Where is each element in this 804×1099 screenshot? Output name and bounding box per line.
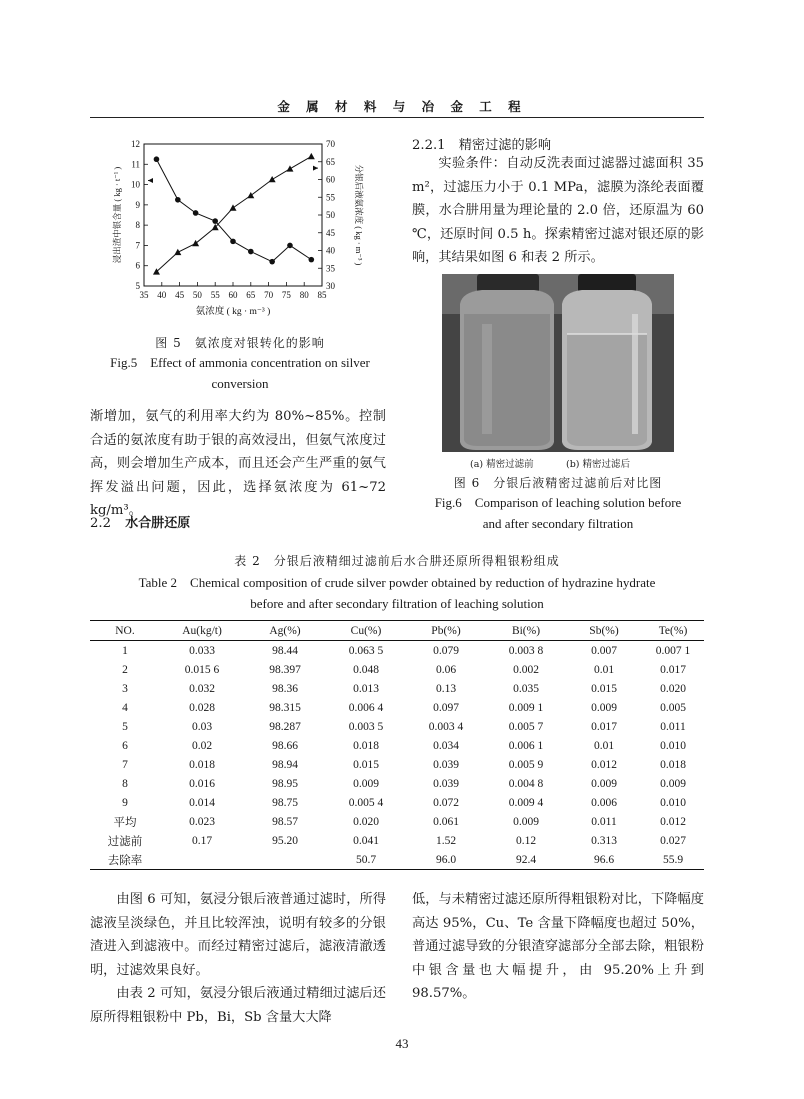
data-point-triangle <box>286 165 293 171</box>
table-cell: 0.002 <box>513 663 539 676</box>
page-number: 43 <box>395 1036 409 1051</box>
section-2-2-1-paragraph: 实验条件：自动反洗表面过滤器过滤面积 35 m²，过滤压力小于 0.1 MPa，滤膜为涤纶表面覆膜，水合肼用量为理论量的 2.0 倍，还原温为 60 ℃，还原时间 0.5 h。探索精密过滤对银还原的影响，其结果如图 6 和表 2 所示。 <box>412 156 704 266</box>
table-cell: 0.009 <box>513 815 539 828</box>
y-left-tick-label: 6 <box>135 260 140 271</box>
table2-header-cell: Bi(%) <box>511 624 541 637</box>
table2-caption-en-line1: Table 2 Chemical composition of crude silver powder obtained by reduction of hydrazine hydrate <box>138 575 656 590</box>
table-cell: 0.03 <box>191 720 213 733</box>
section-2-2-1-heading: 2.2.1 精密过滤的影响 <box>412 138 552 153</box>
table-cell: 0.007 1 <box>655 644 691 657</box>
bottom-left-paragraph-1: 由图 6 可知，氨浸分银后液普通过滤时，所得滤液呈淡绿色，并且比较浑浊，说明有较多的分银渣进入到滤液中。而经过精密过滤后，滤液清澈透明，过滤效果良好。 <box>90 892 386 978</box>
table-cell: 0.010 <box>660 796 686 809</box>
table-cell: 0.072 <box>433 796 459 809</box>
table-cell: 0.01 <box>593 739 615 752</box>
table-cell: 0.032 <box>189 682 215 695</box>
table-cell: 0.097 <box>433 701 459 714</box>
table-cell: 0.015 <box>591 682 617 695</box>
y-left-tick-label: 10 <box>131 179 140 190</box>
table-cell: 98.57 <box>272 815 298 828</box>
table-cell <box>244 850 326 870</box>
table-cell: 1.52 <box>435 834 457 847</box>
y-left-axis-label: 浸出渣中银含量 ( kg · t⁻¹ ) <box>112 166 122 264</box>
table-row <box>90 812 704 831</box>
figure5-caption-en <box>92 352 388 394</box>
figure5-chart <box>108 132 370 328</box>
section-2-2-title: 水合肼还原 <box>125 516 191 531</box>
table-cell: 98.95 <box>272 777 298 790</box>
table2-header-cell: Ag(%) <box>269 624 301 637</box>
data-point-circle <box>248 249 254 255</box>
table-cell: 0.061 <box>433 815 459 828</box>
table-cell: 0.011 <box>591 815 617 828</box>
figure5-caption-cn: 图 5 氨浓度对银转化的影响 <box>155 336 325 350</box>
y-left-tick-label: 11 <box>131 159 140 170</box>
table-cell: 0.014 <box>189 796 215 809</box>
x-axis-label: 氨浓度 ( kg · m⁻³ ) <box>195 307 271 317</box>
table2-header-cell: Te(%) <box>658 624 688 637</box>
table-cell: 1 <box>122 644 128 657</box>
table-cell <box>160 850 244 870</box>
data-point-circle <box>309 257 315 263</box>
table-cell: 0.079 <box>433 644 459 657</box>
x-tick-label: 70 <box>264 290 274 300</box>
table-cell: 0.018 <box>660 758 686 771</box>
table-cell: 0.005 4 <box>348 796 384 809</box>
table-cell: 0.012 <box>591 758 617 771</box>
table-cell: 0.12 <box>515 834 537 847</box>
data-point-circle <box>269 259 275 265</box>
y-right-tick-label: 40 <box>326 245 335 256</box>
table-cell: 4 <box>122 701 128 714</box>
figure5-caption-en-line2: conversion <box>211 376 269 391</box>
table2-caption-cn: 表 2 分银后液精细过滤前后水合肼还原所得粗银粉组成 <box>234 554 560 568</box>
y-right-tick-label: 50 <box>326 210 335 220</box>
table-cell: 0.004 8 <box>508 777 544 790</box>
x-tick-label: 55 <box>210 290 220 300</box>
table-cell: 0.033 <box>189 644 215 657</box>
table-cell: 0.063 5 <box>348 644 384 657</box>
table-cell: 0.039 <box>433 777 459 790</box>
table-cell: 0.011 <box>660 720 686 733</box>
bottom-left-column <box>90 888 386 1030</box>
table-row <box>90 641 704 661</box>
table-cell: 98.315 <box>269 701 301 714</box>
x-tick-label: 35 <box>139 290 149 300</box>
figure6-subcaption-a: (a) 精密过滤前 <box>470 459 534 470</box>
table2-header-cell: Cu(%) <box>350 624 382 637</box>
y-left-tick-label: 9 <box>135 199 140 210</box>
table-cell: 0.017 <box>591 720 617 733</box>
section-2-2-heading <box>90 512 190 531</box>
table-cell: 5 <box>122 720 128 733</box>
table-row <box>90 660 704 679</box>
table-row <box>90 793 704 812</box>
table-cell: 0.009 <box>591 777 617 790</box>
table-cell: 0.009 <box>591 701 617 714</box>
left-paragraph-text: 渐增加，氨气的利用率大约为 80%~85%。控制合适的氨浓度有助于银的高效浸出，但氨气浓度过高，则会增加生产成本，而且还会产生严重的氨气挥发溢出问题，因此，选择氨浓度为 61~72 kg/m³。 <box>90 409 386 519</box>
section-2-2-1-body <box>412 152 704 270</box>
table-cell: 96.0 <box>435 853 457 866</box>
table-cell: 0.023 <box>189 815 215 828</box>
table-row <box>90 717 704 736</box>
data-point-circle <box>175 197 181 203</box>
table-row <box>90 755 704 774</box>
x-tick-label: 85 <box>317 290 327 300</box>
y-left-tick-label: 12 <box>131 139 140 149</box>
table-cell: 0.048 <box>353 663 379 676</box>
y-right-tick-label: 55 <box>326 192 335 203</box>
table-cell: 0.034 <box>433 739 459 752</box>
data-point-circle <box>230 239 236 245</box>
figure6-subcaption-b: (b) 精密过滤后 <box>566 459 631 470</box>
table2-header-cell: NO. <box>115 624 135 637</box>
bottom-left-paragraph-2: 由表 2 可知，氨浸分银后液通过精细过滤后还原所得粗银粉中 Pb，Bi，Sb 含量大大降 <box>90 986 386 1025</box>
table-cell: 0.01 <box>593 663 615 676</box>
header-rule <box>90 117 704 118</box>
table-cell: 0.012 <box>660 815 686 828</box>
table-cell: 98.44 <box>272 644 298 657</box>
table-cell: 98.75 <box>272 796 298 809</box>
data-point-circle <box>212 218 218 224</box>
table-cell: 0.017 <box>660 663 686 676</box>
table-cell: 7 <box>122 758 128 771</box>
table-row <box>90 679 704 698</box>
table-cell: 过滤前 <box>107 835 143 848</box>
figure6-photo <box>442 274 674 452</box>
table-cell: 0.018 <box>189 758 215 771</box>
table2-caption-en <box>90 572 704 614</box>
right-axis-indicator-arrowhead <box>313 166 318 171</box>
table-cell: 0.041 <box>353 834 379 847</box>
table-cell: 50.7 <box>355 853 377 866</box>
table-cell: 55.9 <box>662 853 684 866</box>
table-cell: 6 <box>122 739 128 752</box>
figure6-caption-en-line2: and after secondary filtration <box>482 516 634 531</box>
figure6-bottles-image <box>442 274 674 452</box>
table-cell: 0.005 <box>660 701 686 714</box>
table-cell: 0.020 <box>353 815 379 828</box>
table-cell: 0.006 4 <box>348 701 384 714</box>
table-cell: 0.003 4 <box>428 720 464 733</box>
data-point-triangle <box>174 249 181 255</box>
table-cell: 0.018 <box>353 739 379 752</box>
table-cell: 0.015 <box>353 758 379 771</box>
data-point-triangle <box>269 176 276 182</box>
data-point-circle <box>193 210 199 216</box>
y-left-tick-label: 8 <box>135 220 140 231</box>
table2-header-cell: Au(kg/t) <box>182 624 222 637</box>
journal-header-title: 金 属 材 料 与 冶 金 工 程 <box>277 99 527 114</box>
table2-header-cell: Sb(%) <box>589 624 619 637</box>
table-cell: 0.035 <box>513 682 539 695</box>
table-cell: 0.003 8 <box>508 644 544 657</box>
bottom-right-paragraph: 低，与未精密过滤还原所得粗银粉对比，下降幅度高达 95%，Cu、Te 含量下降幅度也超过 50%，普通过滤导致的分银渣穿滤部分全部去除，粗银粉中银含量也大幅提升，由 95.20%上升到 98.57%。 <box>412 892 704 1002</box>
data-point-triangle <box>230 204 237 210</box>
y-right-tick-label: 65 <box>326 156 335 167</box>
table-cell: 0.009 <box>660 777 686 790</box>
data-point-triangle <box>308 153 315 159</box>
table-cell: 0.006 <box>591 796 617 809</box>
data-point-circle <box>287 243 293 249</box>
table2 <box>90 620 704 870</box>
data-point-circle <box>154 156 160 162</box>
x-tick-label: 80 <box>299 290 309 300</box>
y-right-tick-label: 30 <box>326 281 335 291</box>
table-cell: 0.009 4 <box>508 796 544 809</box>
table-cell: 0.009 <box>353 777 379 790</box>
table-cell: 9 <box>122 796 128 809</box>
y-right-axis-label: 分银后液氨浓度 ( kg · m⁻³ ) <box>354 164 364 266</box>
table-row <box>90 736 704 755</box>
table-cell: 96.6 <box>593 853 615 866</box>
table-cell: 0.005 7 <box>508 720 544 733</box>
data-point-triangle <box>247 192 254 198</box>
table-cell: 0.027 <box>660 834 686 847</box>
table2-body <box>90 641 704 870</box>
y-right-tick-label: 60 <box>326 174 335 185</box>
left-axis-indicator-arrowhead <box>148 178 153 183</box>
table-cell: 0.02 <box>191 739 213 752</box>
table-cell: 3 <box>122 682 128 695</box>
table-cell: 98.66 <box>272 739 298 752</box>
x-tick-label: 75 <box>281 290 291 300</box>
x-tick-label: 50 <box>192 290 202 300</box>
figure6-caption-cn: 图 6 分银后液精密过滤前后对比图 <box>453 476 663 490</box>
table-cell: 98.397 <box>269 663 301 676</box>
table-cell: 95.20 <box>272 834 298 847</box>
table-cell: 平均 <box>113 816 137 829</box>
table-cell: 0.028 <box>189 701 215 714</box>
table-cell: 0.006 1 <box>508 739 544 752</box>
x-tick-label: 60 <box>228 290 238 300</box>
x-tick-label: 65 <box>246 290 256 300</box>
table-cell: 8 <box>122 777 128 790</box>
y-left-tick-label: 5 <box>135 281 140 291</box>
y-right-tick-label: 45 <box>326 227 335 238</box>
table2-header-row <box>90 621 704 641</box>
figure6-caption-en <box>410 492 706 534</box>
table-cell: 0.039 <box>433 758 459 771</box>
table-row <box>90 831 704 850</box>
bottom-right-column <box>412 888 704 1006</box>
table-cell: 0.007 <box>591 644 617 657</box>
table2-caption-en-line2: before and after secondary filtration of leaching solution <box>250 596 544 611</box>
x-tick-label: 45 <box>175 290 185 300</box>
section-2-2-number: 2.2 <box>90 516 111 531</box>
table-cell: 98.36 <box>272 682 298 695</box>
table-cell: 2 <box>122 663 128 676</box>
table-cell: 0.010 <box>660 739 686 752</box>
table-cell: 0.17 <box>191 834 213 847</box>
y-left-tick-label: 7 <box>135 240 140 251</box>
table-cell: 0.013 <box>353 682 379 695</box>
table-cell: 0.313 <box>591 834 617 847</box>
y-right-tick-label: 70 <box>326 139 335 149</box>
table-cell: 98.94 <box>272 758 298 771</box>
table-cell: 0.13 <box>435 682 457 695</box>
table-cell: 0.005 9 <box>508 758 544 771</box>
x-tick-label: 40 <box>157 290 167 300</box>
table-cell: 0.016 <box>189 777 215 790</box>
figure5-caption-en-line1: Fig.5 Effect of ammonia concentration on silver <box>110 355 370 370</box>
table-cell: 92.4 <box>515 853 537 866</box>
table-cell: 0.06 <box>435 663 457 676</box>
left-column-paragraph <box>90 405 386 523</box>
table-cell: 0.015 6 <box>184 663 220 676</box>
table2-header-cell: Pb(%) <box>431 624 461 637</box>
table-row <box>90 850 704 870</box>
y-right-tick-label: 35 <box>326 263 335 274</box>
table-cell: 去除率 <box>107 854 143 867</box>
table-cell: 0.003 5 <box>348 720 384 733</box>
table-cell: 0.009 1 <box>508 701 544 714</box>
figure6-caption-en-line1: Fig.6 Comparison of leaching solution before <box>434 495 682 510</box>
table-cell: 0.020 <box>660 682 686 695</box>
table-row <box>90 774 704 793</box>
table-cell: 98.287 <box>269 720 301 733</box>
table-row <box>90 698 704 717</box>
